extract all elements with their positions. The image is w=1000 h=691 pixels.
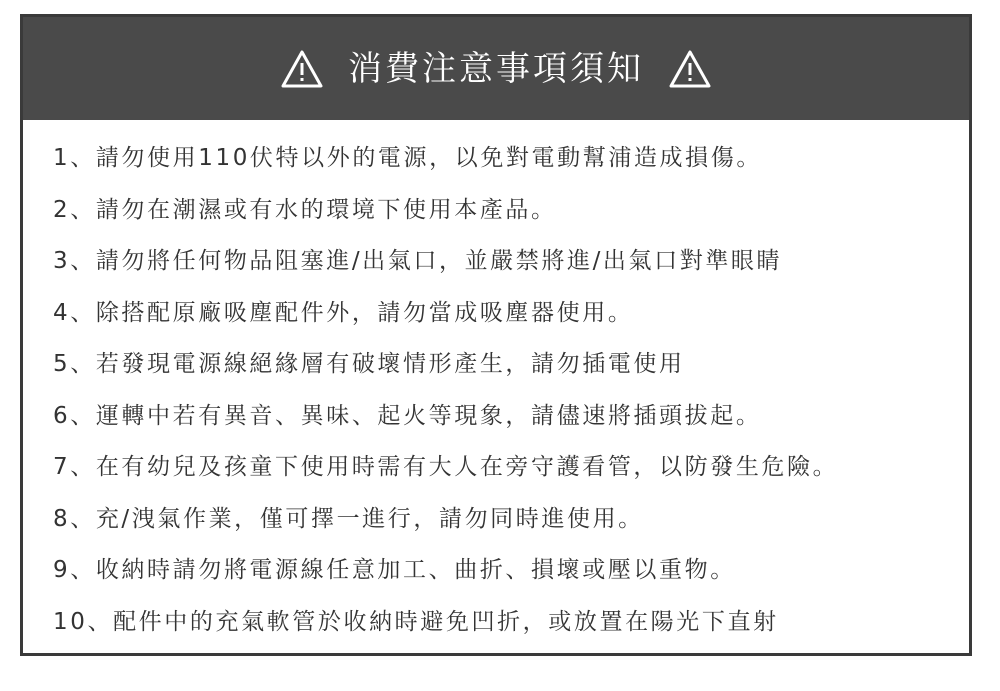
notice-item: 8、充/洩氣作業，僅可擇一進行，請勿同時進使用。 — [53, 505, 644, 532]
notice-header — [23, 17, 969, 120]
notice-item: 7、在有幼兒及孩童下使用時需有大人在旁守護看管，以防發生危險。 — [53, 454, 839, 481]
notice-box — [20, 14, 972, 656]
notice-item: 10、配件中的充氣軟管於收納時避免凹折，或放置在陽光下直射 — [53, 608, 779, 635]
notice-item: 6、運轉中若有異音、異味、起火等現象，請儘速將插頭拔起。 — [53, 402, 762, 429]
warning-triangle-icon — [280, 49, 324, 89]
notice-item: 1、請勿使用110伏特以外的電源，以免對電動幫浦造成損傷。 — [53, 145, 762, 172]
notice-item: 3、請勿將任何物品阻塞進/出氣口，並嚴禁將進/出氣口對準眼睛 — [53, 248, 783, 275]
notice-item: 2、請勿在潮濕或有水的環境下使用本產品。 — [53, 196, 557, 223]
notice-title: 消費注意事項須知 — [348, 48, 644, 89]
warning-triangle-icon — [668, 49, 712, 89]
notice-list — [23, 120, 969, 645]
notice-item: 9、收納時請勿將電源線任意加工、曲折、損壞或壓以重物。 — [53, 557, 736, 584]
notice-item: 4、除搭配原廠吸塵配件外，請勿當成吸塵器使用。 — [53, 299, 634, 326]
notice-item: 5、若發現電源線絕緣層有破壞情形產生，請勿插電使用 — [53, 351, 685, 378]
